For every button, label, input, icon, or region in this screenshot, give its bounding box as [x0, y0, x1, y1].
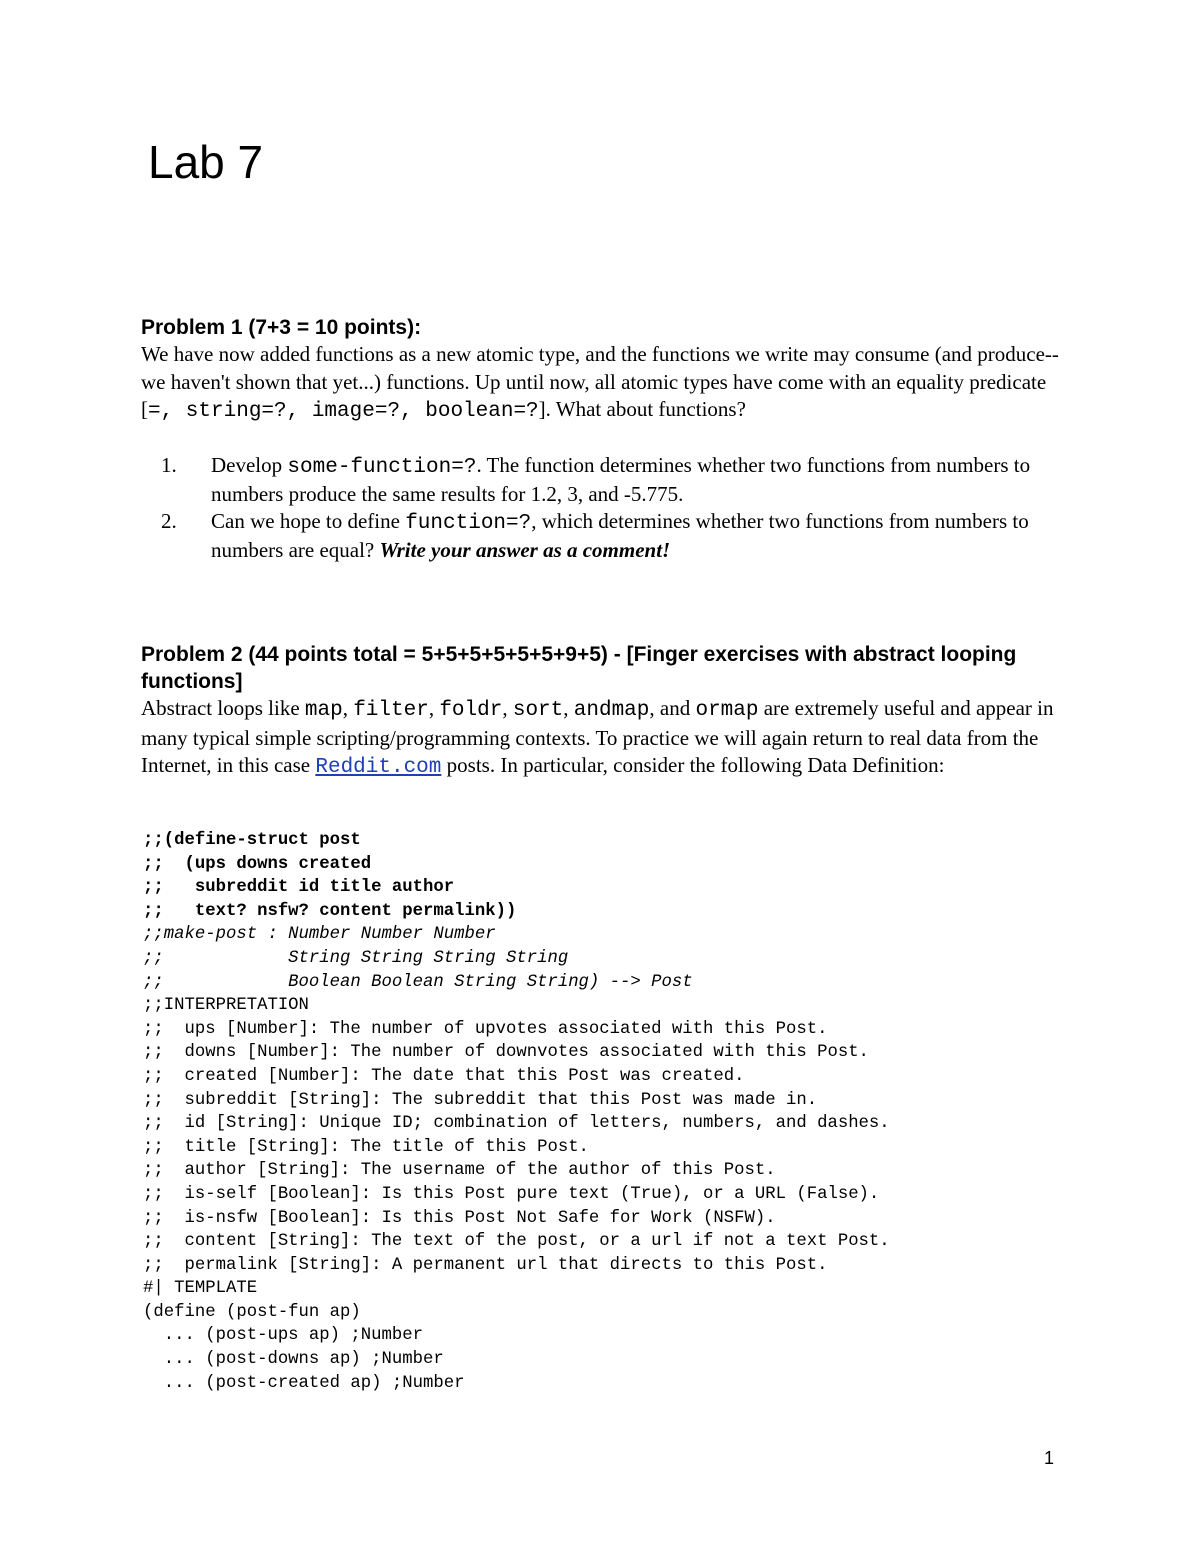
problem-2-intro: [141, 695, 1061, 782]
code-line: (define (post-fun ap): [143, 1302, 361, 1322]
page-title: Lab 7: [148, 136, 264, 188]
problem-1-intro: [141, 341, 1061, 426]
problem-1-intro-text-end: ]. What about functions?: [538, 397, 746, 421]
code-line: ;; downs [Number]: The number of downvotes associated with this Post.: [143, 1043, 869, 1063]
reddit-link[interactable]: Reddit.com: [315, 756, 442, 779]
list-item-text: , which determines whether two functions from numbers to numbers are equal?: [211, 508, 1029, 562]
code-line: ;; title [String]: The title of this Post.: [143, 1137, 589, 1157]
equality-predicates-code: =, string=?, image=?, boolean=?: [148, 400, 539, 423]
code-line: ;; author [String]: The username of the author of this Post.: [143, 1161, 776, 1181]
problem-2-section: [141, 641, 1061, 782]
problem-2-text: posts. In particular, consider the following Data Definition:: [441, 753, 945, 777]
list-item: [141, 452, 1061, 508]
problem-1-intro-text: We have now added functions as a new atomic type, and the functions we write may consume (and produce--we haven't shown that yet...) functions. Up until now, all atomic types have come with an equality predicate [: [141, 342, 1059, 421]
code-line: ;; id [String]: Unique ID; combination of letters, numbers, and dashes.: [143, 1114, 890, 1134]
list-item-number: 2.: [161, 508, 177, 533]
separator: ,: [428, 696, 440, 720]
list-item: [141, 508, 1061, 564]
code-line: ... (post-downs ap) ;Number: [143, 1350, 444, 1370]
code-line: ;; created [Number]: The date that this Post was created.: [143, 1066, 745, 1086]
code-map: map: [304, 699, 343, 722]
list-item-text: . The function determines whether two functions from numbers to numbers produce the same results for 1.2, 3, and -5.775.: [211, 452, 1031, 506]
code-block: [143, 829, 890, 1395]
problem-2-text: Abstract loops like: [141, 696, 305, 720]
separator: ,: [563, 696, 574, 720]
list-item-number: 1.: [161, 452, 177, 477]
separator: ,: [502, 696, 513, 720]
problem-1-list: [141, 452, 1061, 564]
code-line: ;; content [String]: The text of the post, or a url if not a text Post.: [143, 1232, 890, 1252]
code-line: #| TEMPLATE: [143, 1279, 258, 1299]
list-item-code: some-function=?: [287, 455, 477, 479]
code-line: ;; String String String String: [143, 948, 569, 968]
code-sort: sort: [512, 699, 564, 722]
code-line: ;; subreddit [String]: The subreddit that this Post was made in.: [143, 1090, 818, 1110]
code-line: ;; (ups downs created: [143, 854, 372, 874]
code-line: ;; is-self [Boolean]: Is this Post pure text (True), or a URL (False).: [143, 1184, 880, 1204]
code-line: ;; is-nsfw [Boolean]: Is this Post Not Safe for Work (NSFW).: [143, 1208, 776, 1228]
problem-1-section: [141, 314, 1061, 564]
separator: ,: [342, 696, 354, 720]
code-foldr: foldr: [439, 699, 503, 722]
code-line: ;; text? nsfw? content permalink)): [143, 901, 517, 921]
problem-2-heading: Problem 2 (44 points total = 5+5+5+5+5+5+9+5) - [Finger exercises with abstract looping functions]: [141, 643, 1017, 693]
code-line: ... (post-created ap) ;Number: [143, 1373, 465, 1393]
code-line: ;; Boolean Boolean String String) --> Post: [143, 972, 693, 992]
list-item-text: Develop: [211, 452, 288, 477]
list-item-text: Can we hope to define: [211, 508, 406, 533]
code-line: ;;(define-struct post: [143, 831, 361, 850]
code-line: ;; permalink [String]: A permanent url that directs to this Post.: [143, 1255, 828, 1275]
code-ormap: ormap: [695, 699, 759, 722]
code-line: ;; ups [Number]: The number of upvotes associated with this Post.: [143, 1019, 828, 1039]
list-item-code: function=?: [405, 511, 532, 535]
code-line: ... (post-ups ap) ;Number: [143, 1326, 424, 1346]
separator: , and: [649, 696, 696, 720]
problem-1-heading: Problem 1 (7+3 = 10 points):: [141, 316, 422, 339]
problem-2-text: are extremely useful and appear in many typical simple scripting/programming contexts. To practice we will again return to real data from the Internet, in this case: [141, 696, 1054, 777]
code-filter: filter: [353, 699, 429, 722]
page-number: 1: [1044, 1448, 1055, 1468]
code-line: ;;INTERPRETATION: [143, 996, 309, 1016]
code-line: ;; subreddit id title author: [143, 878, 455, 898]
code-andmap: andmap: [573, 699, 650, 722]
list-item-emphasis: Write your answer as a comment!: [379, 537, 671, 562]
code-line: ;;make-post : Number Number Number: [143, 925, 496, 945]
